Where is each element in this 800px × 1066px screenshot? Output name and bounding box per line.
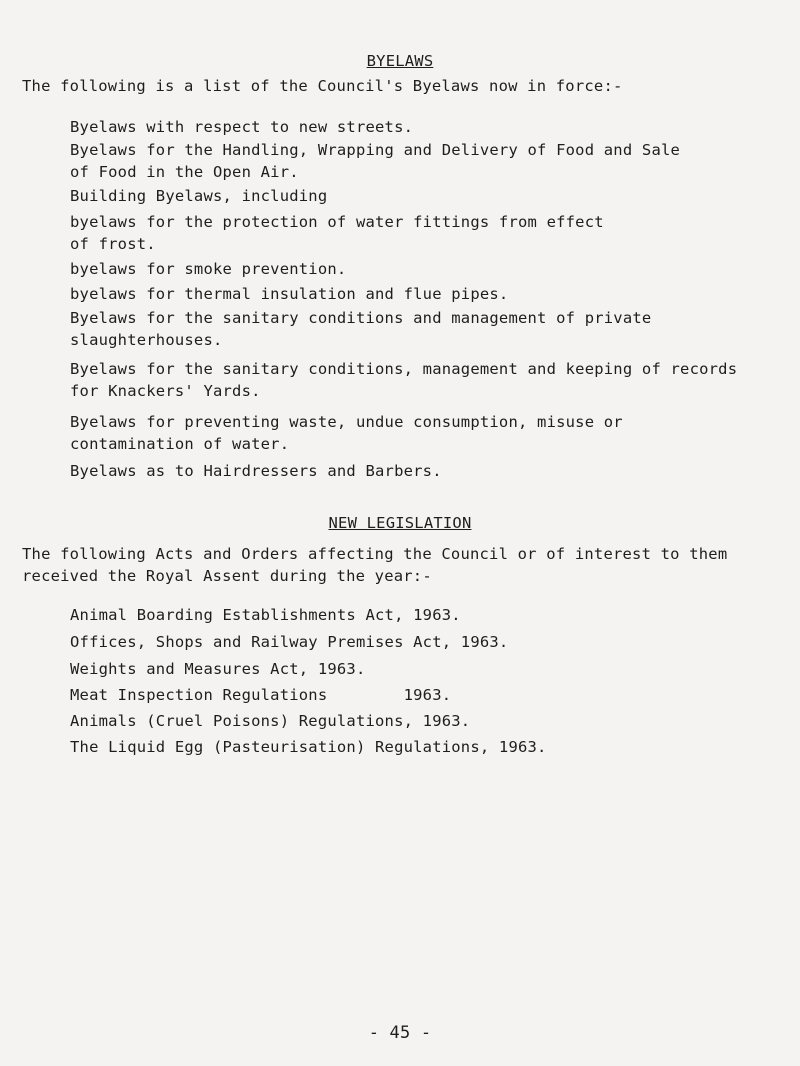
legislation-item: Offices, Shops and Railway Premises Act, 1963. [70, 633, 509, 651]
legislation-item: Animal Boarding Establishments Act, 1963. [70, 606, 461, 624]
byelaw-item: byelaws for the protection of water fittings from effect of frost. [70, 213, 604, 253]
byelaw-item: byelaws for smoke prevention. [70, 260, 347, 278]
byelaws-intro: The following is a list of the Council's Byelaws now in force:- [22, 77, 623, 95]
byelaw-item: Byelaws for the sanitary conditions, management and keeping of records for Knackers' Yards. [70, 360, 738, 400]
byelaws-heading: BYELAWS [366, 52, 434, 70]
byelaw-item: Byelaws for the sanitary conditions and management of private slaughterhouses. [70, 309, 652, 349]
legislation-item: Animals (Cruel Poisons) Regulations, 1963. [70, 712, 471, 730]
legislation-item: Weights and Measures Act, 1963. [70, 660, 366, 678]
byelaw-item: Byelaws for the Handling, Wrapping and Delivery of Food and Sale of Food in the Open Air. [70, 141, 681, 181]
byelaw-item: Byelaws with respect to new streets. [70, 118, 414, 136]
legislation-item: The Liquid Egg (Pasteurisation) Regulations, 1963. [70, 738, 547, 756]
byelaw-item: Byelaws for preventing waste, undue consumption, misuse or contamination of water. [70, 413, 623, 453]
legislation-item: Meat Inspection Regulations 1963. [70, 686, 452, 704]
byelaw-item: byelaws for thermal insulation and flue pipes. [70, 285, 509, 303]
new-legislation-heading: NEW LEGISLATION [328, 514, 472, 532]
byelaw-item: Byelaws as to Hairdressers and Barbers. [70, 462, 442, 480]
legislation-intro: The following Acts and Orders affecting the Council or of interest to them received the Royal Assent during the year:- [22, 545, 728, 585]
page-number: - 45 - [368, 1023, 432, 1043]
byelaw-item: Building Byelaws, including [70, 187, 328, 205]
